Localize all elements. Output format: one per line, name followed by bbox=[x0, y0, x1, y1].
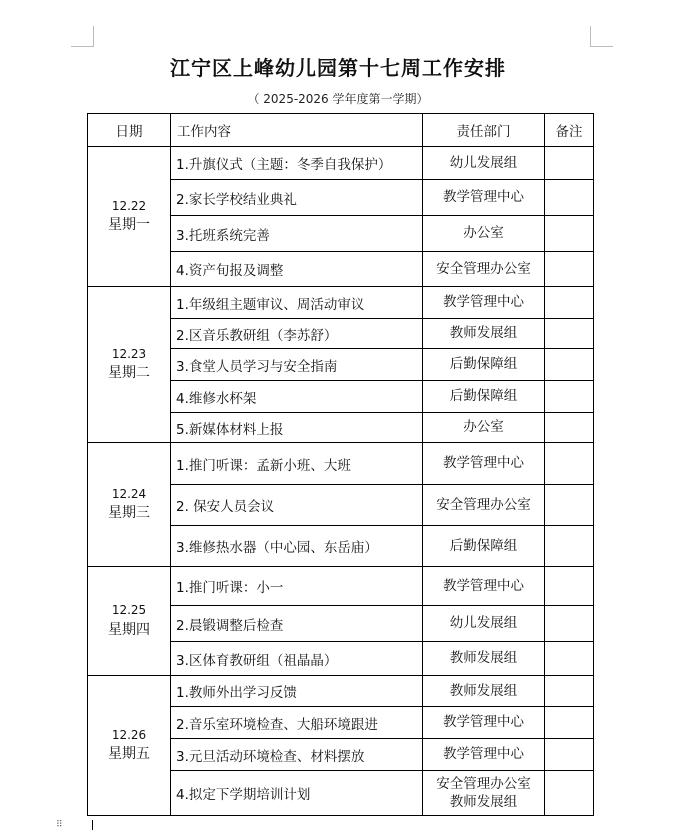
task-cell: 1.教师外出学习反馈 bbox=[171, 676, 423, 707]
note-cell bbox=[545, 413, 594, 443]
document-subtitle: （ 2025-2026 学年度第一学期） bbox=[247, 92, 429, 106]
note-cell bbox=[545, 606, 594, 642]
dept-label: 幼儿发展组 bbox=[449, 615, 518, 632]
dept-cell bbox=[423, 287, 545, 319]
dept-cell bbox=[423, 349, 545, 381]
dept-label: 教师发展组 bbox=[449, 794, 518, 810]
dept-label: 办公室 bbox=[463, 225, 504, 242]
date-cell bbox=[88, 287, 171, 443]
note-cell bbox=[545, 485, 594, 526]
header-note: 备注 bbox=[545, 114, 594, 147]
page-corner-mark-left bbox=[71, 26, 94, 47]
task-cell: 5.新媒体材料上报 bbox=[171, 413, 423, 443]
dept-label: 教学管理中心 bbox=[443, 189, 524, 206]
dept-cell bbox=[423, 252, 545, 287]
task-cell: 2.区音乐教研组（李苏舒） bbox=[171, 319, 423, 349]
page-corner-mark-right bbox=[590, 26, 613, 47]
table-header-row bbox=[88, 114, 594, 147]
header-dept: 责任部门 bbox=[423, 114, 545, 147]
dept-label: 教学管理中心 bbox=[443, 577, 524, 594]
document-title: 江宁区上峰幼儿园第十七周工作安排 bbox=[170, 56, 506, 80]
note-cell bbox=[545, 252, 594, 287]
note-cell bbox=[545, 739, 594, 771]
header-task: 工作内容 bbox=[171, 114, 423, 147]
date-cell bbox=[88, 147, 171, 287]
dept-label: 教学管理中心 bbox=[443, 455, 524, 472]
dept-label: 教师发展组 bbox=[449, 325, 518, 342]
note-cell bbox=[545, 676, 594, 707]
task-cell: 1.年级组主题审议、周活动审议 bbox=[171, 287, 423, 319]
text-cursor bbox=[92, 820, 93, 830]
note-cell bbox=[545, 526, 594, 567]
date-label: 12.23 bbox=[111, 346, 147, 361]
table-row bbox=[88, 287, 594, 319]
dept-label: 后勤保障组 bbox=[449, 388, 518, 405]
dept-cell bbox=[423, 413, 545, 443]
task-cell: 1.推门听课：孟新小班、大班 bbox=[171, 443, 423, 485]
task-cell: 3.托班系统完善 bbox=[171, 216, 423, 252]
schedule-body bbox=[88, 147, 594, 816]
task-cell: 1.推门听课：小一 bbox=[171, 567, 423, 606]
dept-cell bbox=[423, 676, 545, 707]
weekday-label: 星期五 bbox=[108, 746, 150, 763]
note-cell bbox=[545, 147, 594, 180]
schedule-table bbox=[87, 113, 594, 816]
dept-cell bbox=[423, 180, 545, 216]
task-cell: 2.晨锻调整后检查 bbox=[171, 606, 423, 642]
note-cell bbox=[545, 349, 594, 381]
dept-label: 教学管理中心 bbox=[443, 294, 524, 311]
note-cell bbox=[545, 216, 594, 252]
task-cell: 3.元旦活动环境检查、材料摆放 bbox=[171, 739, 423, 771]
date-label: 12.22 bbox=[111, 198, 147, 213]
weekday-label: 星期四 bbox=[108, 621, 150, 638]
dept-label: 教师发展组 bbox=[449, 650, 518, 667]
date-label: 12.26 bbox=[111, 727, 147, 742]
dept-cell bbox=[423, 606, 545, 642]
table-row bbox=[88, 567, 594, 606]
dept-cell bbox=[423, 216, 545, 252]
date-cell bbox=[88, 676, 171, 816]
dept-label: 后勤保障组 bbox=[449, 356, 518, 373]
note-cell bbox=[545, 443, 594, 485]
dept-label: 后勤保障组 bbox=[449, 537, 518, 554]
dept-label: 教学管理中心 bbox=[443, 746, 524, 763]
dept-label: 幼儿发展组 bbox=[449, 154, 518, 171]
task-cell: 2.家长学校结业典礼 bbox=[171, 180, 423, 216]
date-cell bbox=[88, 567, 171, 676]
dept-cell bbox=[423, 707, 545, 739]
weekday-label: 星期三 bbox=[108, 505, 150, 522]
dept-label: 安全管理办公室 bbox=[436, 260, 531, 277]
task-cell: 3.区体育教研组（祖晶晶） bbox=[171, 642, 423, 676]
dept-cell bbox=[423, 771, 545, 816]
dept-cell bbox=[423, 319, 545, 349]
dept-cell bbox=[423, 443, 545, 485]
note-cell bbox=[545, 771, 594, 816]
task-cell: 4.资产旬报及调整 bbox=[171, 252, 423, 287]
date-label: 12.25 bbox=[111, 603, 147, 618]
dept-cell bbox=[423, 147, 545, 180]
dept-cell bbox=[423, 381, 545, 413]
task-cell: 4.拟定下学期培训计划 bbox=[171, 771, 423, 816]
note-cell bbox=[545, 287, 594, 319]
date-cell bbox=[88, 443, 171, 567]
dept-cell bbox=[423, 526, 545, 567]
table-row bbox=[88, 676, 594, 707]
dept-label: 安全管理办公室 bbox=[436, 496, 531, 513]
dept-label: 安全管理办公室 bbox=[436, 775, 531, 792]
dept-label: 教师发展组 bbox=[449, 682, 518, 699]
note-cell bbox=[545, 180, 594, 216]
dept-cell bbox=[423, 567, 545, 606]
date-label: 12.24 bbox=[111, 486, 147, 501]
dept-cell bbox=[423, 739, 545, 771]
note-cell bbox=[545, 319, 594, 349]
note-cell bbox=[545, 567, 594, 606]
weekday-label: 星期一 bbox=[108, 217, 150, 234]
note-cell bbox=[545, 381, 594, 413]
dept-cell bbox=[423, 485, 545, 526]
task-cell: 2.音乐室环境检查、大船环境跟进 bbox=[171, 707, 423, 739]
task-cell: 3.维修热水器（中心园、东岳庙） bbox=[171, 526, 423, 567]
note-cell bbox=[545, 642, 594, 676]
dept-label: 教学管理中心 bbox=[443, 714, 524, 731]
header-date: 日期 bbox=[88, 114, 171, 147]
table-move-handle-icon[interactable]: ⠿ bbox=[56, 820, 62, 830]
table-row bbox=[88, 147, 594, 180]
task-cell: 4.维修水杯架 bbox=[171, 381, 423, 413]
weekday-label: 星期二 bbox=[108, 365, 150, 382]
task-cell: 3.食堂人员学习与安全指南 bbox=[171, 349, 423, 381]
dept-cell bbox=[423, 642, 545, 676]
dept-label: 办公室 bbox=[463, 419, 504, 436]
task-cell: 2. 保安人员会议 bbox=[171, 485, 423, 526]
table-row bbox=[88, 443, 594, 485]
note-cell bbox=[545, 707, 594, 739]
task-cell: 1.升旗仪式（主题：冬季自我保护） bbox=[171, 147, 423, 180]
